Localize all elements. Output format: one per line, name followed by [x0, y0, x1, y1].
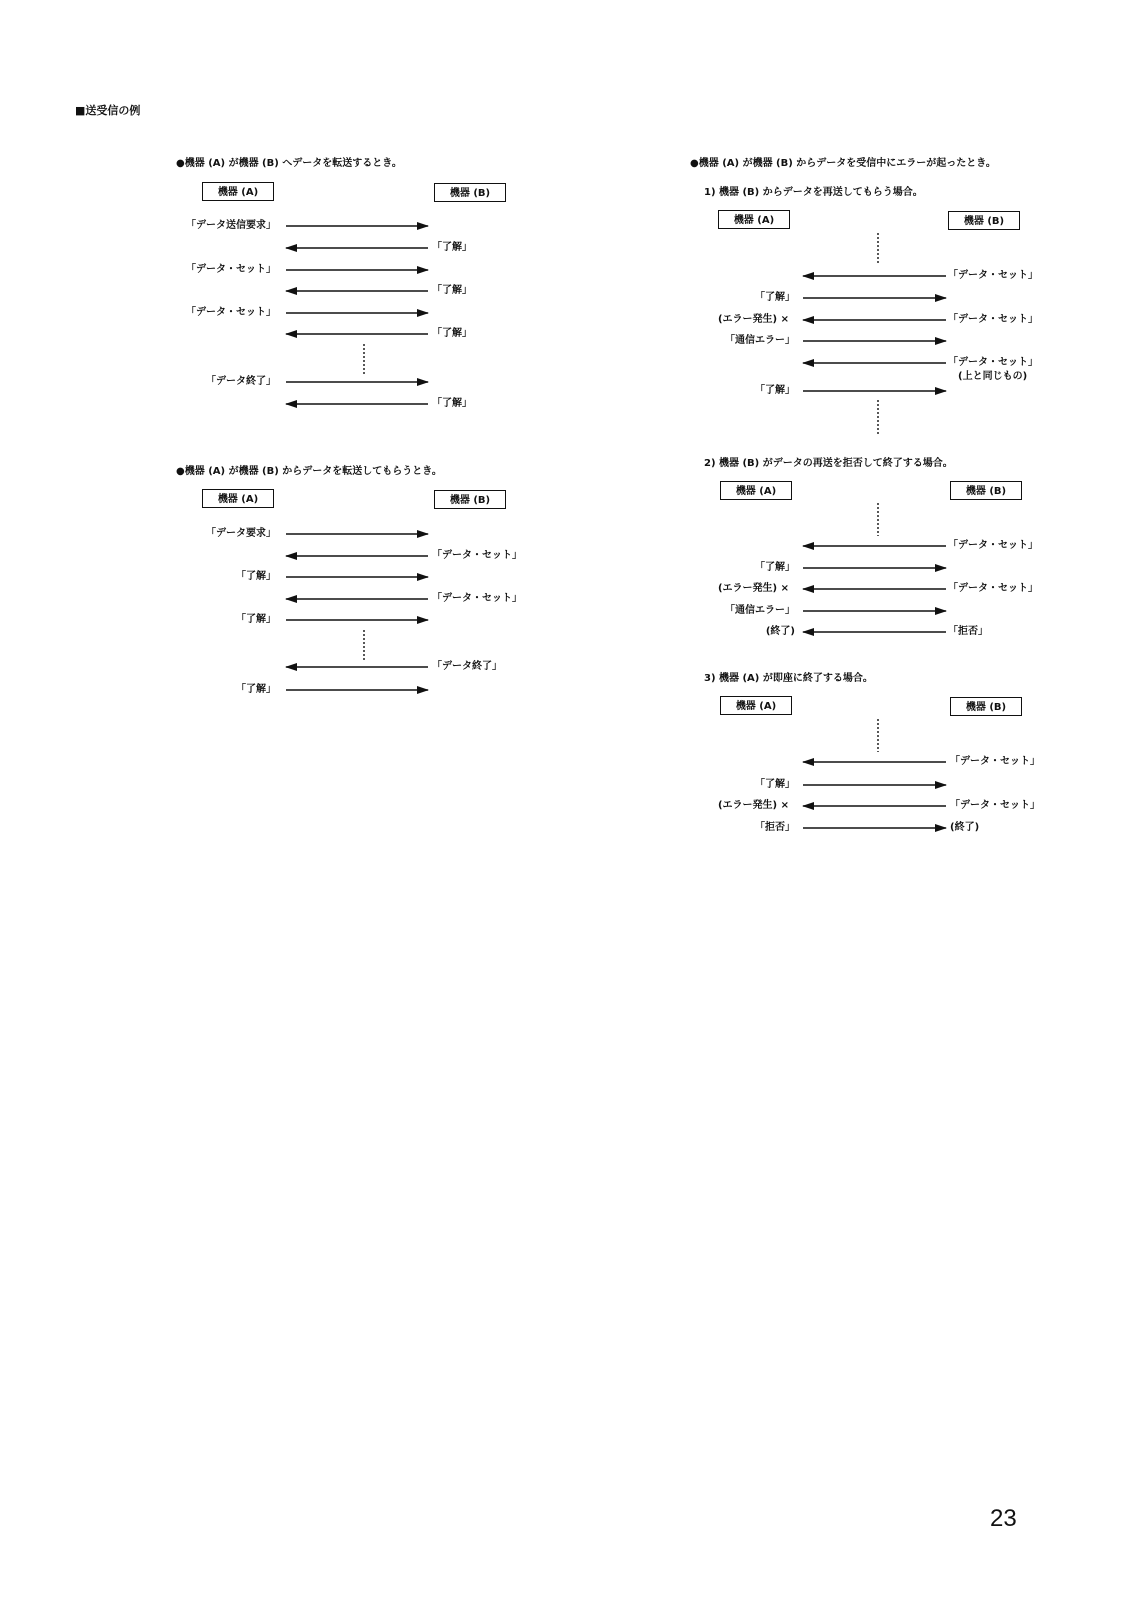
case1-device-b-box: 機器 (B): [948, 211, 1020, 230]
receive-label-6: 「データ終了」: [432, 661, 502, 672]
receive-label-3: 「了解」: [236, 571, 276, 582]
send-label-5: 「データ・セット」: [186, 307, 276, 318]
case3-label-1: 「データ・セット」: [950, 756, 1040, 767]
case1-label-7: (上と同じもの): [958, 371, 1028, 382]
case2-label-4: 「データ・セット」: [948, 583, 1038, 594]
send-device-b-box: 機器 (B): [434, 183, 506, 202]
case3-label-5: 「拒否」: [755, 822, 795, 833]
error-case3-title: 3) 機器 (A) が即座に終了する場合。: [704, 673, 873, 684]
case2-label-3: (エラー発生) ×: [717, 583, 789, 594]
case3-label-4: 「データ・セット」: [950, 800, 1040, 811]
error-case2-title: 2) 機器 (B) がデータの再送を拒否して終了する場合。: [704, 458, 953, 469]
case2-device-a-box: 機器 (A): [720, 481, 792, 500]
send-label-6: 「了解」: [432, 328, 472, 339]
case2-label-6: (終了): [765, 626, 795, 637]
case3-label-2: 「了解」: [755, 779, 795, 790]
receive-label-1: 「データ要求」: [206, 528, 276, 539]
case1-label-4: 「データ・セット」: [948, 314, 1038, 325]
receive-label-4: 「データ・セット」: [432, 593, 522, 604]
send-label-3: 「データ・セット」: [186, 264, 276, 275]
send-label-7: 「データ終了」: [206, 376, 276, 387]
case1-label-6: 「データ・セット」: [948, 357, 1038, 368]
send-label-1: 「データ送信要求」: [186, 220, 276, 231]
error-case1-title: 1) 機器 (B) からデータを再送してもらう場合。: [704, 187, 923, 198]
case3-label-3: (エラー発生) ×: [717, 800, 789, 811]
case1-label-3: (エラー発生) ×: [717, 314, 789, 325]
error-diagram-title: ●機器 (A) が機器 (B) からデータを受信中にエラーが起ったとき。: [690, 158, 996, 169]
receive-label-5: 「了解」: [236, 614, 276, 625]
case2-label-5: 「通信エラー」: [725, 605, 795, 616]
case2-label-1: 「データ・セット」: [948, 540, 1038, 551]
send-diagram-title: ●機器 (A) が機器 (B) へデータを転送するとき。: [176, 158, 402, 169]
case1-label-2: 「了解」: [755, 292, 795, 303]
case1-label-5: 「通信エラー」: [725, 335, 795, 346]
case3-device-b-box: 機器 (B): [950, 697, 1022, 716]
case2-label-2: 「了解」: [755, 562, 795, 573]
case3-label-6: (終了): [950, 822, 980, 833]
section-title: ■送受信の例: [75, 104, 141, 117]
case2-label-7: 「拒否」: [948, 626, 988, 637]
case3-device-a-box: 機器 (A): [720, 696, 792, 715]
case1-label-1: 「データ・セット」: [948, 270, 1038, 281]
receive-label-2: 「データ・セット」: [432, 550, 522, 561]
case2-device-b-box: 機器 (B): [950, 481, 1022, 500]
receive-diagram-title: ●機器 (A) が機器 (B) からデータを転送してもらうとき。: [176, 466, 442, 477]
receive-device-b-box: 機器 (B): [434, 490, 506, 509]
case1-label-8: 「了解」: [755, 385, 795, 396]
case1-device-a-box: 機器 (A): [718, 210, 790, 229]
receive-device-a-box: 機器 (A): [202, 489, 274, 508]
send-label-2: 「了解」: [432, 242, 472, 253]
send-device-a-box: 機器 (A): [202, 182, 274, 201]
receive-label-7: 「了解」: [236, 684, 276, 695]
send-label-8: 「了解」: [432, 398, 472, 409]
page-number: 23: [990, 1505, 1017, 1532]
send-label-4: 「了解」: [432, 285, 472, 296]
